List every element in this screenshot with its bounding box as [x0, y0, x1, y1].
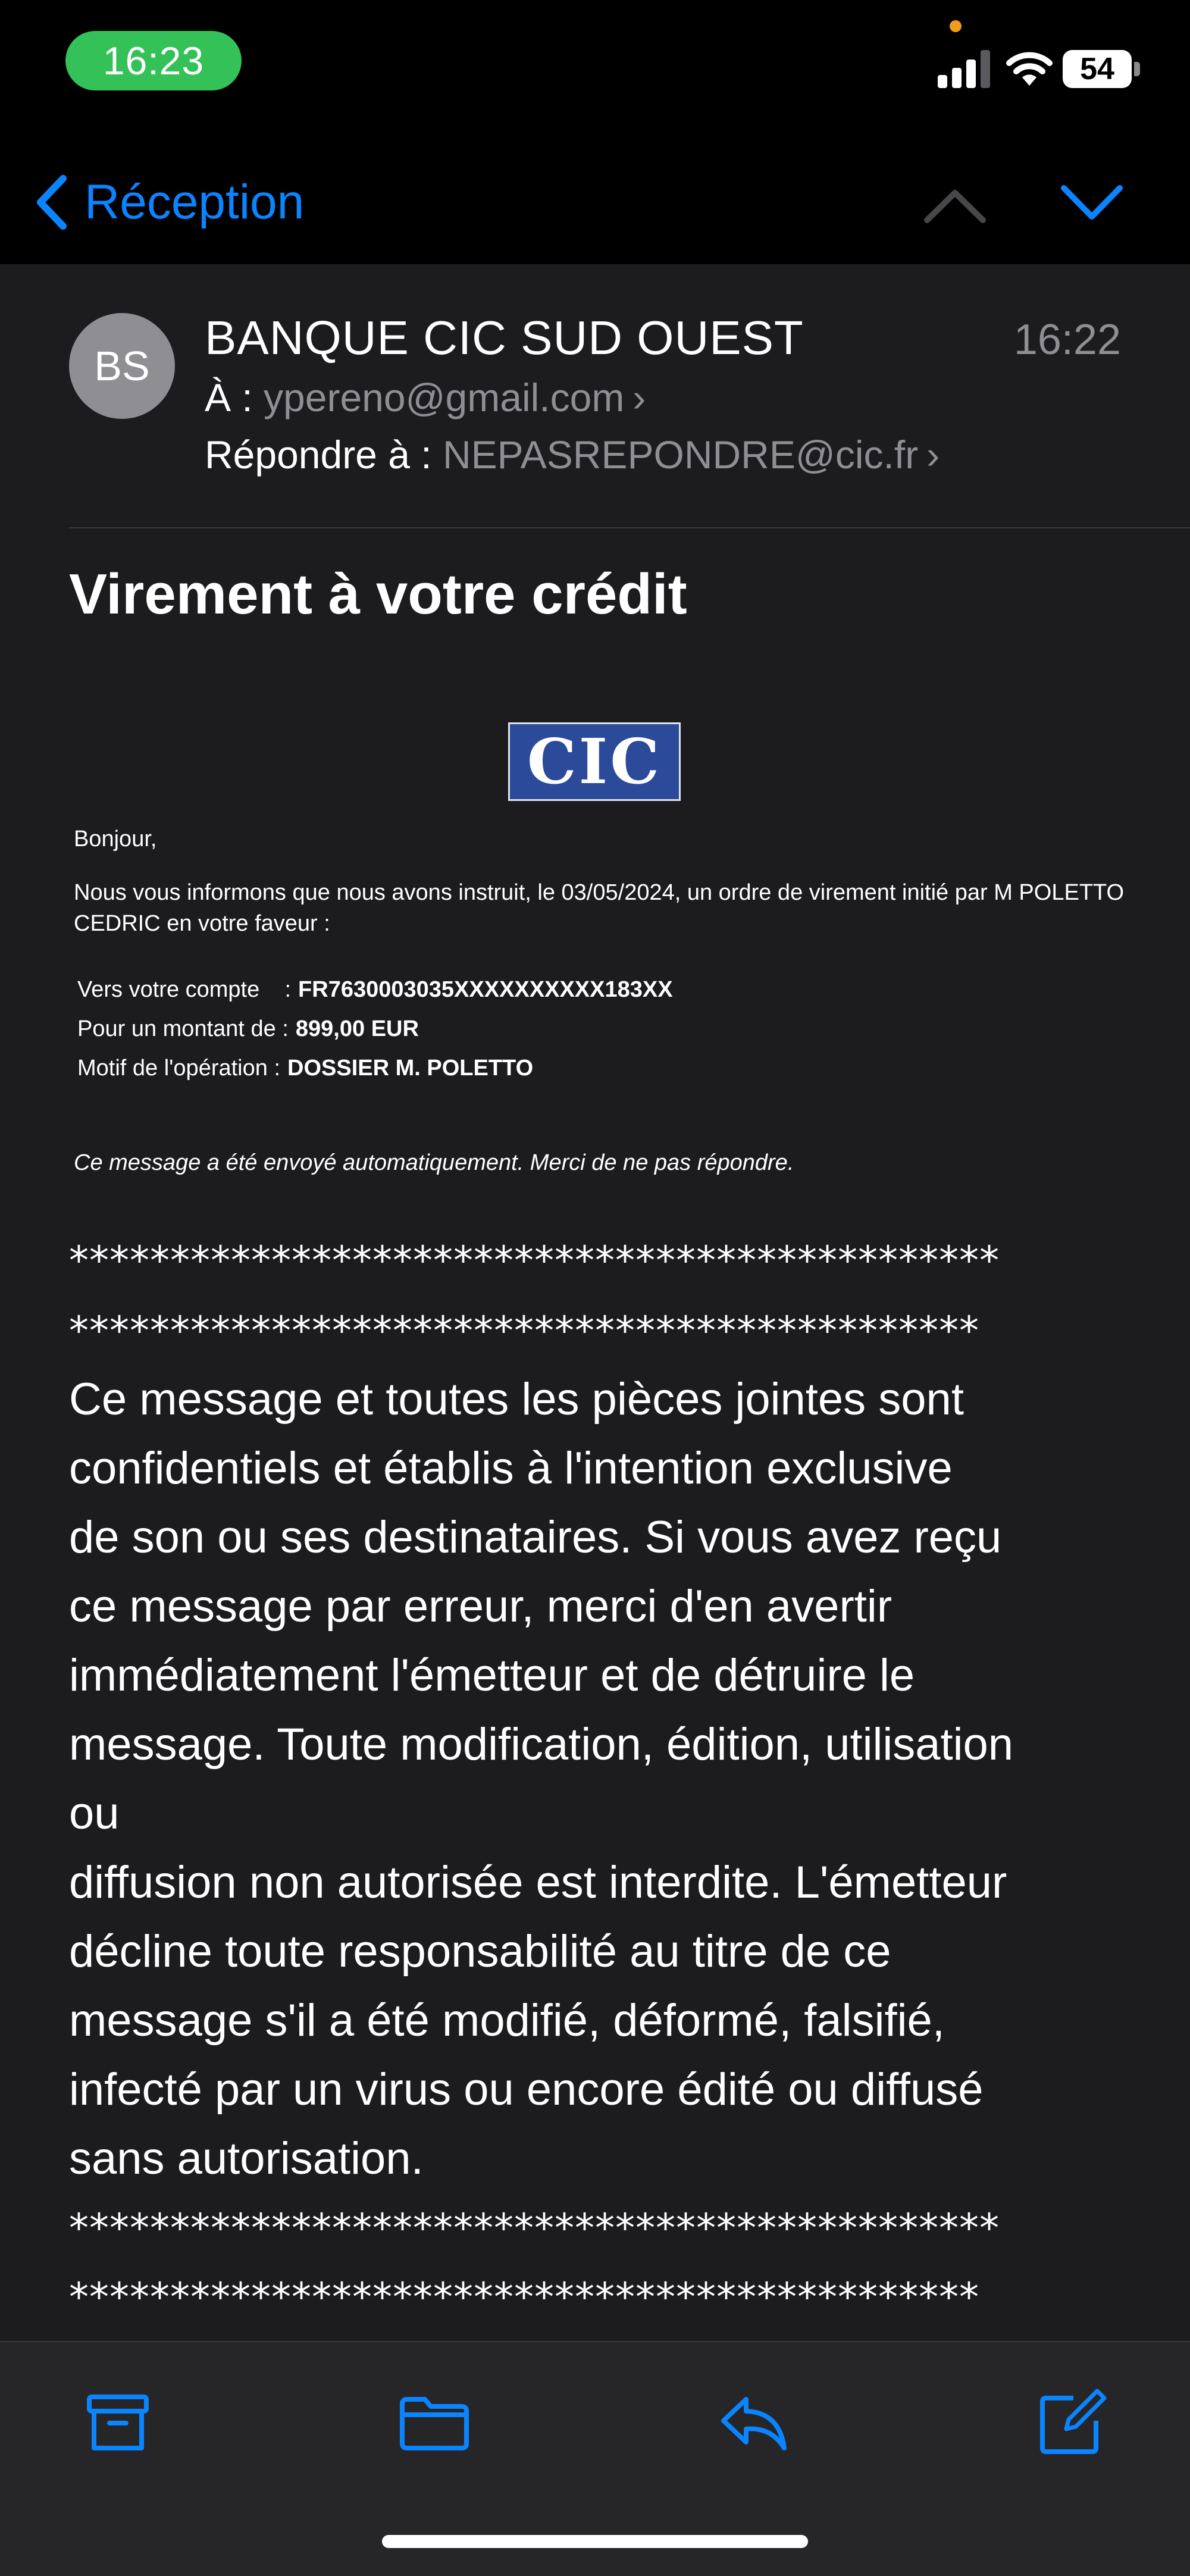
separator-stars: ********************************************* — [69, 2274, 979, 2320]
to-label: À : — [205, 375, 253, 420]
logo-text: CIC — [527, 725, 662, 798]
privacy-indicator-dot — [950, 20, 962, 32]
detail-value: FR7630003035XXXXXXXXXX183XX — [298, 977, 673, 1002]
wifi-icon — [1004, 48, 1054, 87]
back-label: Réception — [84, 175, 305, 229]
sender-avatar[interactable]: BS — [69, 313, 175, 419]
reply-to-row[interactable] — [205, 432, 940, 477]
folder-icon — [399, 2386, 470, 2458]
chevron-up-icon[interactable] — [922, 184, 988, 226]
back-button[interactable] — [33, 173, 304, 232]
archive-icon — [82, 2386, 154, 2458]
auto-message-note: Ce message a été envoyé automatiquement. Merci de ne pas répondre. — [74, 1150, 794, 1175]
detail-label: Vers votre compte : — [77, 977, 292, 1002]
intro-text: Nous vous informons que nous avons instruit, le 03/05/2024, un ordre de virement initié par M POLETTO CEDRIC en votre faveur : — [74, 880, 1125, 936]
detail-row-amount — [77, 1009, 673, 1048]
compose-button[interactable] — [1036, 2386, 1108, 2458]
email-content[interactable] — [0, 264, 1190, 2341]
reply-icon — [718, 2386, 789, 2458]
separator-stars: ********************************************** — [69, 1238, 1000, 1284]
confidentiality-disclaimer: Ce message et toutes les pièces jointes sont confidentiels et établis à l'intention exclusive de son ou ses destinataires. Si vous avez reçu ce message par erreur, merci d'en avertir immédiatement l'émetteur et de détruire le message. Toute modification, édition, utilisation ou diffusion non autorisée est interdite. L'émetteur décline toute responsabilité au titre de ce message s'il a été modifié, déformé, falsifié, infecté par un virus ou encore édité ou diffusé sans autorisation. — [69, 1374, 1014, 2184]
reply-to-address[interactable]: NEPASREPONDRE@cic.fr — [442, 433, 919, 477]
recipient-row[interactable] — [205, 375, 646, 420]
detail-label: Pour un montant de : — [77, 1016, 289, 1041]
chevron-right-icon: › — [632, 375, 646, 420]
detail-value: DOSSIER M. POLETTO — [287, 1056, 534, 1081]
received-time: 16:22 — [1013, 316, 1121, 364]
bottom-toolbar — [0, 2341, 1190, 2576]
battery-level: 54 — [1063, 50, 1132, 88]
to-address[interactable]: ypereno@gmail.com — [264, 375, 625, 420]
detail-label: Motif de l'opération : — [77, 1056, 280, 1081]
battery-icon — [1063, 50, 1140, 88]
chevron-left-icon — [33, 174, 69, 231]
cellular-signal-icon — [938, 49, 991, 88]
status-bar — [0, 0, 1190, 125]
archive-button[interactable] — [82, 2386, 154, 2458]
move-folder-button[interactable] — [399, 2386, 470, 2458]
sender-name[interactable]: BANQUE CIC SUD OUEST — [205, 311, 804, 364]
greeting-text: Bonjour, — [74, 827, 157, 852]
cic-logo — [508, 722, 681, 801]
status-time[interactable]: 16:23 — [65, 31, 242, 90]
separator-stars: ********************************************* — [69, 1308, 979, 1354]
chevron-down-icon[interactable] — [1059, 182, 1125, 224]
home-indicator[interactable] — [382, 2535, 808, 2548]
chevron-right-icon: › — [926, 433, 940, 477]
navigation-bar — [0, 125, 1190, 264]
transfer-details — [77, 970, 673, 1088]
detail-value: 899,00 EUR — [295, 1016, 419, 1041]
detail-row-account — [77, 970, 673, 1009]
compose-icon — [1036, 2386, 1108, 2458]
email-subject: Virement à votre crédit — [69, 562, 687, 626]
separator-stars: ********************************************** — [69, 2205, 1000, 2251]
detail-row-reason — [77, 1048, 673, 1088]
reply-button[interactable] — [718, 2386, 789, 2458]
reply-to-label: Répondre à : — [205, 433, 432, 477]
battery-tip — [1134, 62, 1140, 76]
header-divider — [69, 527, 1190, 528]
